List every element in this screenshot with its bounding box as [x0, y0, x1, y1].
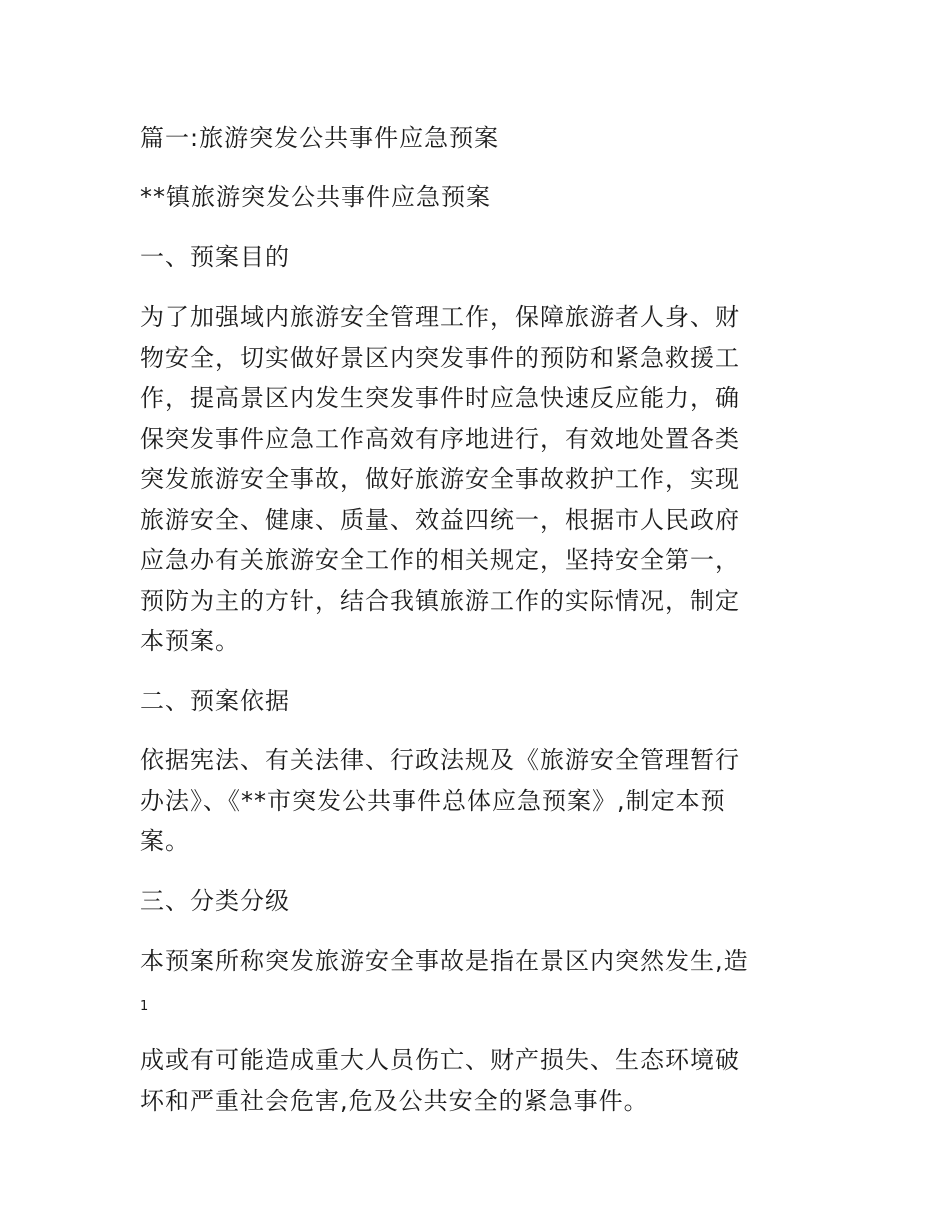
section-heading-classification: 三、分类分级 [140, 887, 290, 915]
body-line: 本预案。 [140, 627, 240, 655]
body-line: 旅游安全、健康、质量、效益四统一，根据市人民政府 [140, 505, 740, 534]
body-line: 为了加强域内旅游安全管理工作，保障旅游者人身、财 [140, 303, 740, 331]
section-heading-basis: 二、预案依据 [140, 687, 290, 715]
section-body-classification [140, 941, 810, 982]
body-line: 物安全，切实做好景区内突发事件的预防和紧急救援工 [140, 343, 740, 372]
body-line: 预防为主的方针，结合我镇旅游工作的实际情况，制定 [140, 586, 740, 615]
body-line: 坏和严重社会危害,危及公共安全的紧急事件。 [140, 1086, 649, 1115]
section-body-basis [140, 740, 810, 862]
section-body-purpose [140, 297, 810, 662]
page-number: 1 [140, 999, 149, 1014]
body-line: 依据宪法、有关法律、行政法规及《旅游安全管理暂行 [140, 746, 740, 774]
body-line: 保突发事件应急工作高效有序地进行，有效地处置各类 [140, 424, 740, 453]
continuation-text [140, 1040, 810, 1121]
body-line: 作，提高景区内发生突发事件时应急快速反应能力，确 [140, 384, 740, 412]
body-line: 应急办有关旅游安全工作的相关规定，坚持安全第一， [140, 546, 740, 574]
body-line: 成或有可能造成重大人员伤亡、财产损失、生态环境破 [140, 1046, 740, 1074]
body-line: 案。 [140, 827, 190, 855]
body-line: 本预案所称突发旅游安全事故是指在景区内突然发生,造 [140, 947, 749, 975]
body-line: 突发旅游安全事故，做好旅游安全事故救护工作，实现 [140, 465, 740, 493]
document-title: 篇一:旅游突发公共事件应急预案 [140, 124, 500, 152]
document-subtitle: **镇旅游突发公共事件应急预案 [140, 183, 491, 211]
body-line: 办法》、《**市突发公共事件总体应急预案》,制定本预 [140, 786, 726, 815]
section-heading-purpose: 一、预案目的 [140, 243, 290, 271]
